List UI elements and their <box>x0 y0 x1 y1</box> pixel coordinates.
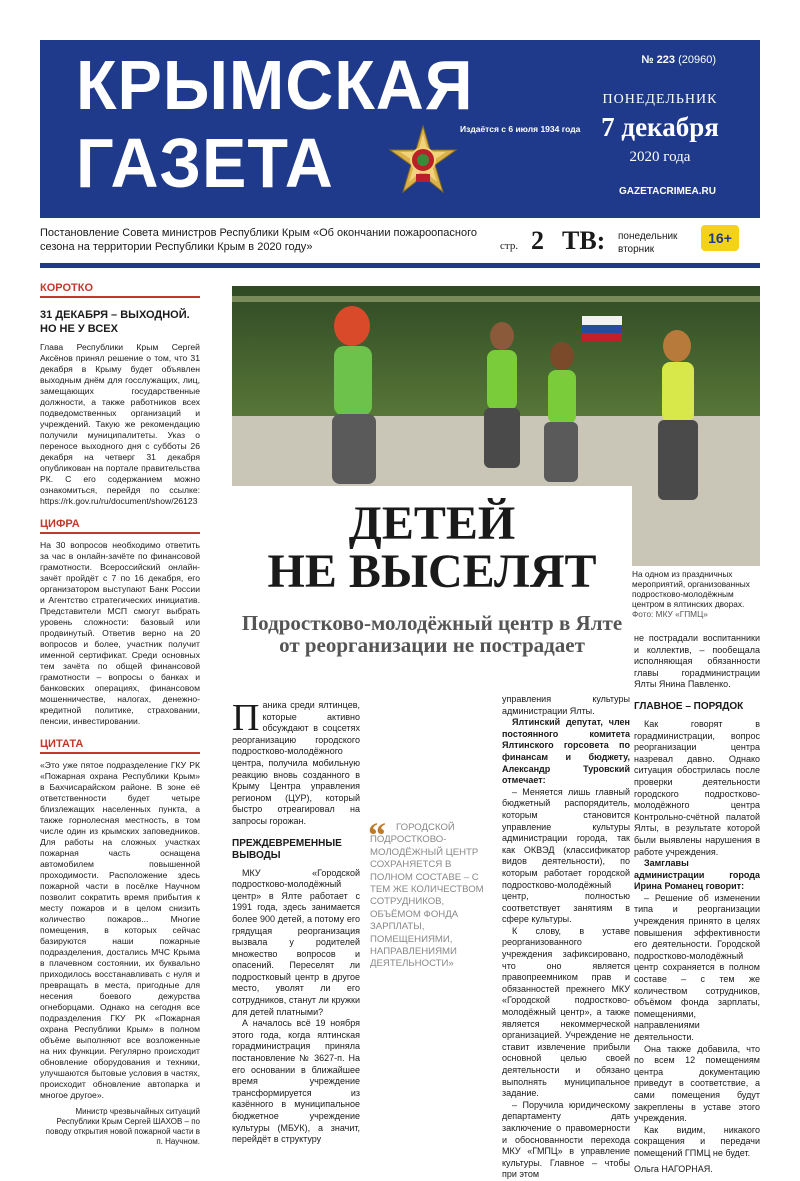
order-emblem-icon <box>386 124 460 198</box>
short-news-title: 31 ДЕКАБРЯ – ВЫХОДНОЙ. НО НЕ У ВСЕХ <box>40 309 190 335</box>
paragraph: – Меняется лишь главный бюджетный распорядитель, которым становится управление культуры администрации города, так как ОКВЭД (классификатор видов деятельности), по которым работает городской подростково-молодёжный центр, полностью соответствует занятиям в сфере культуры. <box>502 786 630 925</box>
year: 2020 года <box>629 149 691 165</box>
date: 7 декабря <box>601 112 719 142</box>
masthead <box>40 40 760 218</box>
paragraph: управления культуры администрации Ялты. <box>502 694 630 716</box>
weekday: ПОНЕДЕЛЬНИК <box>602 92 718 107</box>
photo-credit: Фото: МКУ «ГПМЦ» <box>632 609 708 619</box>
article-headline: ДЕТЕЙ НЕ ВЫСЕЛЯТ <box>267 497 597 598</box>
figure-text: На 30 вопросов необходимо ответить за час в онлайн-зачёте по финансовой грамотности. Всероссийский онлайн-зачёт пройдёт с 7 по 16 декабря, его организатором выступают Банк России и Агентство стратегических инициатив. Представители МСП смогут выбрать уровень сложности: базовый или продвинутый. Ответив верно на 20 вопросов и более, участник получит именной сертификат. Среди основных тем зачёта по общей финансовой грамотности – вопросы о банках и банковских операциях, финансовом мошенничестве, налогах, денежно-кредитной политике, страховании, пенсии, инвестировании. <box>40 540 200 726</box>
drop-cap: П <box>232 697 260 739</box>
paragraph: Как говорят в горадминистрации, вопрос реорганизации центра назревал давно. Однако ситуация обострилась после проверки деятельности городского подростково-молодёжного центра Контрольно-счётной палатой Ялты, в результате которой были выявлены нарушения в работе учреждения. <box>634 718 760 857</box>
subsection-heading: ГЛАВНОЕ – ПОРЯДОК <box>634 700 744 712</box>
paragraph: А началось всё 19 ноября этого года, когда ялтинская горадминистрация приняла постановление № 3627-п. На его основании в ближайшее время учреждение трансформируется из казённого в муниципальное бюджетное учреждение культуры (МБУК), а значит, перейдёт в структуру <box>232 1018 360 1145</box>
left-column <box>40 283 200 1147</box>
section-head-figure: ЦИФРА <box>40 519 200 534</box>
age-rating-badge: 16+ <box>701 225 739 251</box>
paragraph: Как видим, никакого сокращения и передачи помещений ГПМЦ не будет. <box>634 1124 760 1158</box>
newspaper-title-line1: КРЫМСКАЯ <box>76 46 474 124</box>
subsection-heading: ПРЕЖДЕВРЕМЕННЫЕ ВЫВОДЫ <box>232 837 342 861</box>
quote-mark-icon: “ <box>368 815 386 855</box>
paragraph: Она также добавила, что по всем 12 помещениям центра документацию приведут в соответствие, а сами помещения будут закреплены в уставе этого учреждения. <box>634 1043 760 1124</box>
divider <box>40 263 760 268</box>
paragraph: не пострадали воспитанники и коллектив, – пообещала исполняющая обязанности главы горадминистрации Ялты Янина Павленко. <box>634 633 760 690</box>
quote-text: «Это уже пятое подразделение ГКУ РК «Пожарная охрана Республики Крым» в Бахчисарайском районе. В зоне её ответственности будет четыре близлежащих населенных пункта, а также горнолесная местность, в том числе один из крымских заповедников. Для работы на сложных участках пожарная часть оснащена автомобилем повышенной проходимости. Расположение здесь пожарной части в посёлке Научном позволит сократить время прибытия к месту пожаров и в целом снизить количество пожаров... Многие помещения, в которых сейчас базируются наши пожарные подразделения, достались МЧС Крыма в плачевном состоянии, их буквально приходилось восстанавливать с нуля и превращать в места, пригодные для несения боевого дежурства огнеборцами. Однако на сегодня все подразделения ГКУ РК «Пожарная охрана Республики Крым» в полном объёме выполняют все возложенные на них функции. Регулярно происходит обновление оборудования и техники, улучшаются бытовые условия в частях, происходит обновление автопарка и многое другое». <box>40 760 200 1100</box>
newspaper-title-line2: ГАЗЕТА <box>76 124 334 202</box>
paragraph: – Поручила юридическому департаменту дать заключение о правомерности и обоснованности перехода МКУ «ГМПЦ» в управление культуры. Главное – чтобы при этом <box>502 1099 630 1180</box>
lead-paragraph: аника среди ялтинцев, которые активно обсуждают в соцсетях реорганизацию городского подростково-молодёжного центра, получила мобильную реакцию вновь созданного в Крыму Центра управления регионом (ЦУР), который быстро отреагировал на запросы горожан. <box>232 700 360 826</box>
founded-note: Издаётся с 6 июля 1934 года <box>460 124 581 134</box>
paragraph-bold: Ялтинский депутат, член постоянного комитета Ялтинского горсовета по финансам и бюджету, Александр Туровский отмечает: <box>502 717 630 786</box>
paragraph: МКУ «Городской подростково-молодёжный центр» в Ялте работает с 1991 года, здесь занимается более 900 детей, а потому его грядущая реорганизация вызвала у родителей множество вопросов и опасений. Переселят ли подростковый центр в другое место, уволят ли его сотрудников, станут ли кружки для детей платными? <box>232 867 360 1017</box>
pull-quote: ГОРОДСКОЙ ПОДРОСТКОВО-МОЛОДЁЖНЫЙ ЦЕНТР СОХРАНЯЕТСЯ В ПОЛНОМ СОСТАВЕ – С ТЕМ ЖЕ КОЛИЧЕСТВОМ СОТРУДНИКОВ, ОБЪЁМОМ ФОНДА ЗАРПЛАТЫ, ПОМЕЩЕНИЯМИ, НАПРАВЛЕНИЯМИ ДЕЯТЕЛЬНОСТИ» <box>370 822 484 970</box>
tv-days: понедельник вторник <box>618 231 678 255</box>
paragraph-bold: Замглавы администрации города Ирина Романец говорит: <box>634 858 760 892</box>
section-head-short: КОРОТКО <box>40 283 200 298</box>
article-subhead: Подростково-молодёжный центр в Ялте от реорганизации не пострадает <box>241 611 623 657</box>
author-signature: Ольга НАГОРНАЯ. <box>634 1163 713 1174</box>
announcement-text: Постановление Совета министров Республики Крым «Об окончании пожароопасного сезона на территории Республики Крым в 2020 году» <box>40 227 477 253</box>
article-column-3 <box>634 633 760 1175</box>
article-column-1 <box>232 697 360 1146</box>
article-column-2 <box>502 694 630 1181</box>
short-news-text: Глава Республики Крым Сергей Аксёнов принял решение о том, что 31 декабря в Крыму будет объявлен выходным днём для госслужащих, лиц, замещающих государственные должности, а также работников всех подведомственных организаций и учреждений. Такую же рекомендацию получили муниципалитеты. Указ о переносе выходного дня с субботы 26 декабря на четверг 31 декабря опубликован на портале правительства РК. С его содержанием можно ознакомиться, перейдя по ссылке: https://rk.gov.ru/ru/document/show/26123 <box>40 342 200 506</box>
section-head-quote: ЦИТАТА <box>40 739 200 754</box>
quote-attribution: Министр чрезвычайных ситуаций Республики Крым Сергей ШАХОВ – по поводу открытия новой пожарной части в п. Научном. <box>45 1107 200 1146</box>
website-link[interactable]: GAZETACRIMEA.RU <box>618 186 716 197</box>
paragraph: К слову, в уставе реорганизованного учреждения зафиксировано, что оно является правопреемником прав и обязанностей прежнего МКУ «Городской подростково-молодёжный центр», а также является некоммерческой организацией. Учреждение не ставит извлечение прибыли основной целью своей деятельности и обязано выполнять муниципальное задание. <box>502 925 630 1099</box>
photo-caption: На одном из праздничных мероприятий, организованных подростково-молодёжным центром в ялтинских дворах. Фото: МКУ «ГПМЦ» <box>632 569 750 619</box>
issue-number: № 223 (20960) <box>641 54 716 66</box>
paragraph: – Решение об изменении типа и реорганизации учреждения принято в целях повышения эффективности его деятельности. Городской подростково-молодёжный центр сохраняется в полном составе – с тем же количеством сотрудников, объёмом фонда зарплаты, помещениями, направлениями деятельности. <box>634 892 760 1042</box>
issue-date <box>585 92 735 166</box>
